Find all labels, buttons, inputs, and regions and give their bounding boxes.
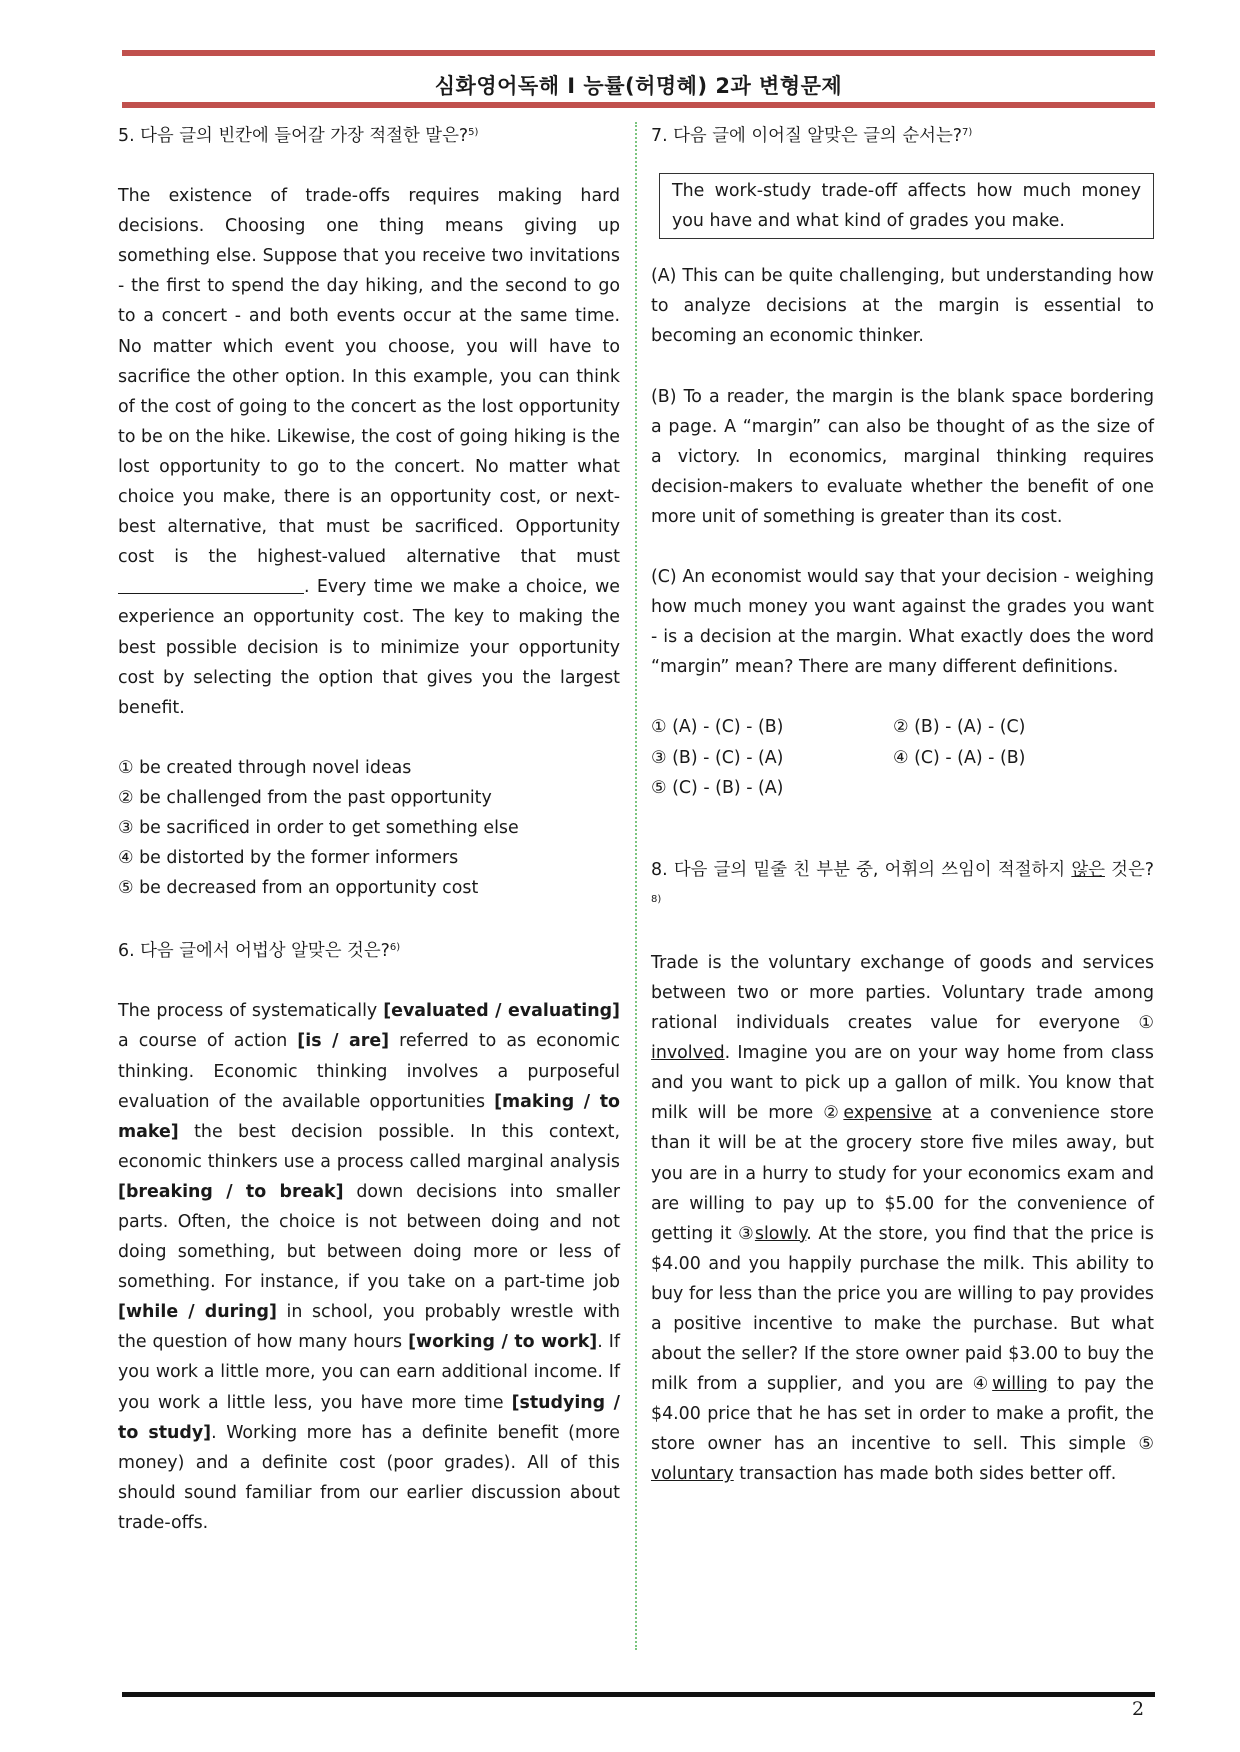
paragraph-b: (B) To a reader, the margin is the blank space bordering a page. A “margin” can also be thought of as the size of a victory. In economics, marginal thinking requires decision-makers to evaluate whether the benefit of one more unit of something is greater than its cost. (651, 386, 1154, 527)
footnote-ref: 8) (651, 893, 662, 905)
question-6-title: 6. 다음 글에서 어법상 알맞은 것은?$^{6)}$ (118, 941, 401, 962)
option-4: ④ (C) - (A) - (B) (893, 747, 1026, 768)
question-5-title: 5. 다음 글의 빈칸에 들어갈 가장 적절한 말은?$^{5)}$ (118, 126, 479, 146)
grammar-choice: [studying / to study] (118, 1392, 620, 1443)
question-7 (651, 118, 1154, 803)
page-header-title: 심화영어독해 I 능률(허명혜) 2과 변형문제 (434, 74, 843, 98)
grammar-choice: [is / are] (297, 1031, 390, 1052)
grammar-choice: [making / to make] (118, 1091, 620, 1142)
question-6 (118, 933, 620, 1538)
grammar-choice: [breaking / to break] (118, 1181, 344, 1202)
underlined-word: 않은 (1071, 859, 1105, 880)
question-5 (118, 118, 620, 903)
question-8-passage: Trade is the voluntary exchange of goods and services between two or more parties. Voluntary trade among rational individuals creates value for everyone ① involved. Imagine you are on your way home from class and you want to pick up a gallon of milk. You know that milk will be more ②expensive at a convenience store than it will be at the grocery store five miles away, but you are in a hurry to study for your economics exam and are willing to pay up to $5.00 for the convenience of getting it ③slowly. At the store, you find that the price is $4.00 and you happily purchase the milk. This ability to buy for less than the price you are willing to pay provides a positive incentive to make the purchase. But what about the seller? If the store owner paid $3.00 to buy the milk from a supplier, and you are ④willing to pay the $4.00 price that he has set in order to make a profit, the store owner has an incentive to sell. This simple ⑤ voluntary transaction has made both sides better off. (651, 952, 1154, 1485)
question-8 (651, 855, 1154, 1490)
underlined-word: slowly (754, 1223, 807, 1244)
option-1: ① be created through novel ideas (118, 757, 412, 778)
option-2: ② be challenged from the past opportunity (118, 787, 492, 808)
option-3: ③ be sacrificed in order to get something else (118, 817, 519, 838)
paragraph-a: (A) This can be quite challenging, but understanding how to analyze decisions at the margin is essential to becoming an economic thinker. (651, 266, 1154, 347)
underlined-word: voluntary (651, 1464, 734, 1485)
left-column (118, 118, 620, 1538)
option-1: ① (A) - (C) - (B) (651, 717, 784, 738)
grammar-choice: [working / to work] (408, 1332, 598, 1353)
grammar-choice: [evaluated / evaluating] (383, 1001, 621, 1022)
option-2: ② (B) - (A) - (C) (893, 717, 1026, 738)
option-3: ③ (B) - (C) - (A) (651, 747, 784, 768)
underlined-word: expensive (843, 1103, 932, 1124)
footnote-ref: 6) (389, 942, 401, 954)
right-column (651, 118, 1154, 1490)
answer-blank (118, 573, 304, 594)
paragraph-c: (C) An economist would say that your decision - weighing how much money you want against the grades you want - is a decision at the margin. What exactly does the word “margin” mean? There are many different definitions. (651, 567, 1154, 678)
grammar-choice: [while / during] (118, 1302, 277, 1323)
underlined-word: willing (992, 1374, 1048, 1395)
question-7-title: 7. 다음 글에 이어질 알맞은 글의 순서는?$^{7)}$ (651, 126, 973, 146)
page-number: 2 (1132, 1698, 1145, 1720)
footnote-ref: 7) (961, 127, 973, 138)
option-4: ④ be distorted by the former informers (118, 848, 459, 869)
underlined-word: involved (651, 1043, 725, 1064)
column-divider (635, 122, 637, 1650)
given-sentence-box: The work-study trade-off affects how much money you have and what kind of grades you make. (659, 173, 1154, 239)
question-5-passage: The existence of trade-offs requires making hard decisions. Choosing one thing means giving up something else. Suppose that you receive two invitations - the first to spend the day hiking, and the second to go to a concert - and both events occur at the same time. No matter which event you choose, you will have to sacrifice the other option. In this example, you can think of the cost of going to the concert as the lost opportunity to be on the hike. Likewise, the cost of going hiking is the lost opportunity to go to the concert. No matter what choice you make, there is an opportunity cost, or next-best alternative, that must be sacrificed. Opportunity cost is the highest-valued alternative that must . Every time we make a choice, we experience an opportunity cost. The key to making the best possible decision is to minimize your opportunity cost by selecting the option that gives you the largest benefit. (118, 186, 620, 718)
question-8-title: 8. 다음 글의 밑줄 친 부분 중, 어휘의 쓰임이 적절하지 않은 것은?$^{8)}$ (651, 859, 1155, 905)
footnote-ref: 5) (468, 127, 479, 138)
header-rule-top (122, 50, 1155, 56)
question-5-options (118, 753, 620, 903)
question-7-options (651, 712, 1154, 802)
header-rule-bottom (122, 102, 1155, 108)
question-6-passage: The process of systematically [evaluated / evaluating] a course of action [is / are] referred to as economic thinking. Economic thinking involves a purposeful evaluation of the available opportunities [making / to make] the best decision possible. In this context, economic thinkers use a process called marginal analysis [breaking / to break] down decisions into smaller parts. Often, the choice is not between doing and not doing something, but between doing more or less of something. For instance, if you take on a part-time job [while / during] in school, you probably wrestle with the question of how many hours [working / to work]. If you work a little more, you can earn additional income. If you work a little less, you have more time [studying / to study]. Working more has a definite benefit (more money) and a definite cost (poor grades). All of this should sound familiar from our earlier discussion about trade-offs. (118, 1001, 621, 1533)
option-5: ⑤ (C) - (B) - (A) (651, 777, 784, 798)
footer-rule (122, 1692, 1155, 1697)
option-5: ⑤ be decreased from an opportunity cost (118, 878, 479, 899)
